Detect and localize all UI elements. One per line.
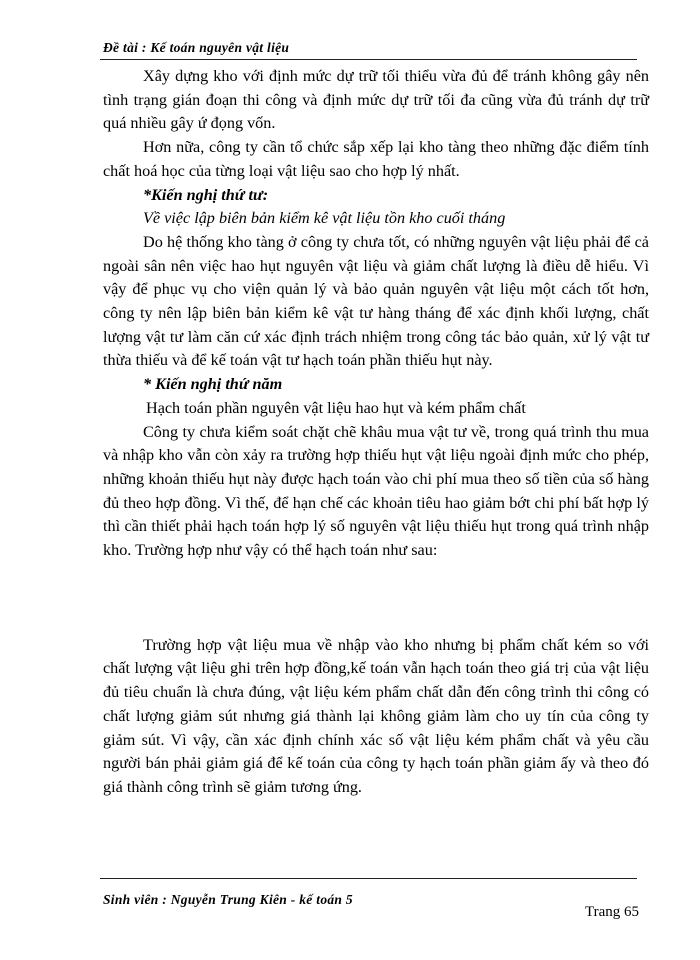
page-number: Trang 65 bbox=[585, 904, 640, 920]
heading-recommendation-4: *Kiến nghị thứ tư: bbox=[143, 185, 269, 204]
paragraph-warehouse-reserve: Xây dựng kho với định mức dự trữ tối thiểu vừa đủ để tránh không gây nên tình trạng gián đoạn thi công và định mức dự trữ tối đa cũng vừa đủ tránh dự trữ quá nhiều gây ứ đọng vốn. bbox=[103, 67, 649, 133]
header-divider bbox=[100, 59, 637, 60]
footer-author: Sinh viên : Nguyễn Trung Kiên - kế toán 5 bbox=[103, 892, 353, 907]
paragraph-warehouse-arrangement: Hơn nữa, công ty cần tổ chức sắp xếp lại kho tàng theo những đặc điểm tính chất hoá học của từng loại vật liệu sao cho hợp lý nhất. bbox=[103, 138, 649, 180]
paragraph-poor-quality-materials: Trường hợp vật liệu mua về nhập vào kho nhưng bị phẩm chất kém so với chất lượng vật liệu ghi trên hợp đồng,kế toán vẫn hạch toán theo giá trị của vật liệu đủ tiêu chuẩn là chưa đúng, vật liệu kém phẩm chất dẫn đến công trình thi công có chất lượng giảm sút nhưng giá thành lại không giảm làm cho uy tín của công ty giảm sút. Vì vậy, cần xác định chính xác số vật liệu kém phẩm chất và yêu cầu người bán phải giảm giá để kế toán của công ty hạch toán phần giảm ấy và theo đó giá thành công trình sẽ giảm tương ứng. bbox=[103, 635, 649, 796]
heading-recommendation-5: * Kiến nghị thứ năm bbox=[143, 375, 283, 394]
footer-divider bbox=[100, 878, 637, 879]
subheading-recommendation-4: Về việc lập biên bản kiểm kê vật liệu tồn kho cuối tháng bbox=[143, 209, 506, 228]
document-body bbox=[103, 65, 649, 800]
subheading-recommendation-5: Hạch toán phần nguyên vật liệu hao hụt và kém phẩm chất bbox=[146, 398, 526, 417]
paragraph-shortage-accounting: Công ty chưa kiểm soát chặt chẽ khâu mua vật tư về, trong quá trình thu mua và nhập kho vẫn còn xảy ra trường hợp thiếu hụt vật liệu ngoài định mức cho phép, những khoản thiếu hụt này được hạch toán vào chi phí mua theo số tiền của số hàng đủ theo hợp đồng. Vì thế, để hạn chế các khoản tiêu hao giảm bớt chi phí bất hợp lý thì cần thiết phải hạch toán hợp lý số nguyên vật liệu thiếu hụt trong quá trình nhập kho. Trường hợp như vậy có thể hạch toán như sau: bbox=[103, 422, 649, 560]
blank-space bbox=[103, 563, 649, 634]
paragraph-inventory-report: Do hệ thống kho tàng ở công ty chưa tốt, có những nguyên vật liệu phải để cả ngoài sân nên việc hao hụt nguyên vật liệu và giảm chất lượng là điều dễ hiểu. Vì vậy để phục vụ cho viện quản lý và bảo quản nguyên vật liệu một cách tốt hơn, công ty nên lập biên bản kiểm kê vật tư hàng tháng để xác định khối lượng, chất lượng vật tư làm căn cứ xác định trách nhiệm trong công tác bảo quản, xử lý vật tư thừa thiếu và để kế toán vật tư hạch toán phần thiếu hụt này. bbox=[103, 232, 649, 370]
document-header-title: Đề tài : Kế toán nguyên vật liệu bbox=[103, 40, 290, 55]
